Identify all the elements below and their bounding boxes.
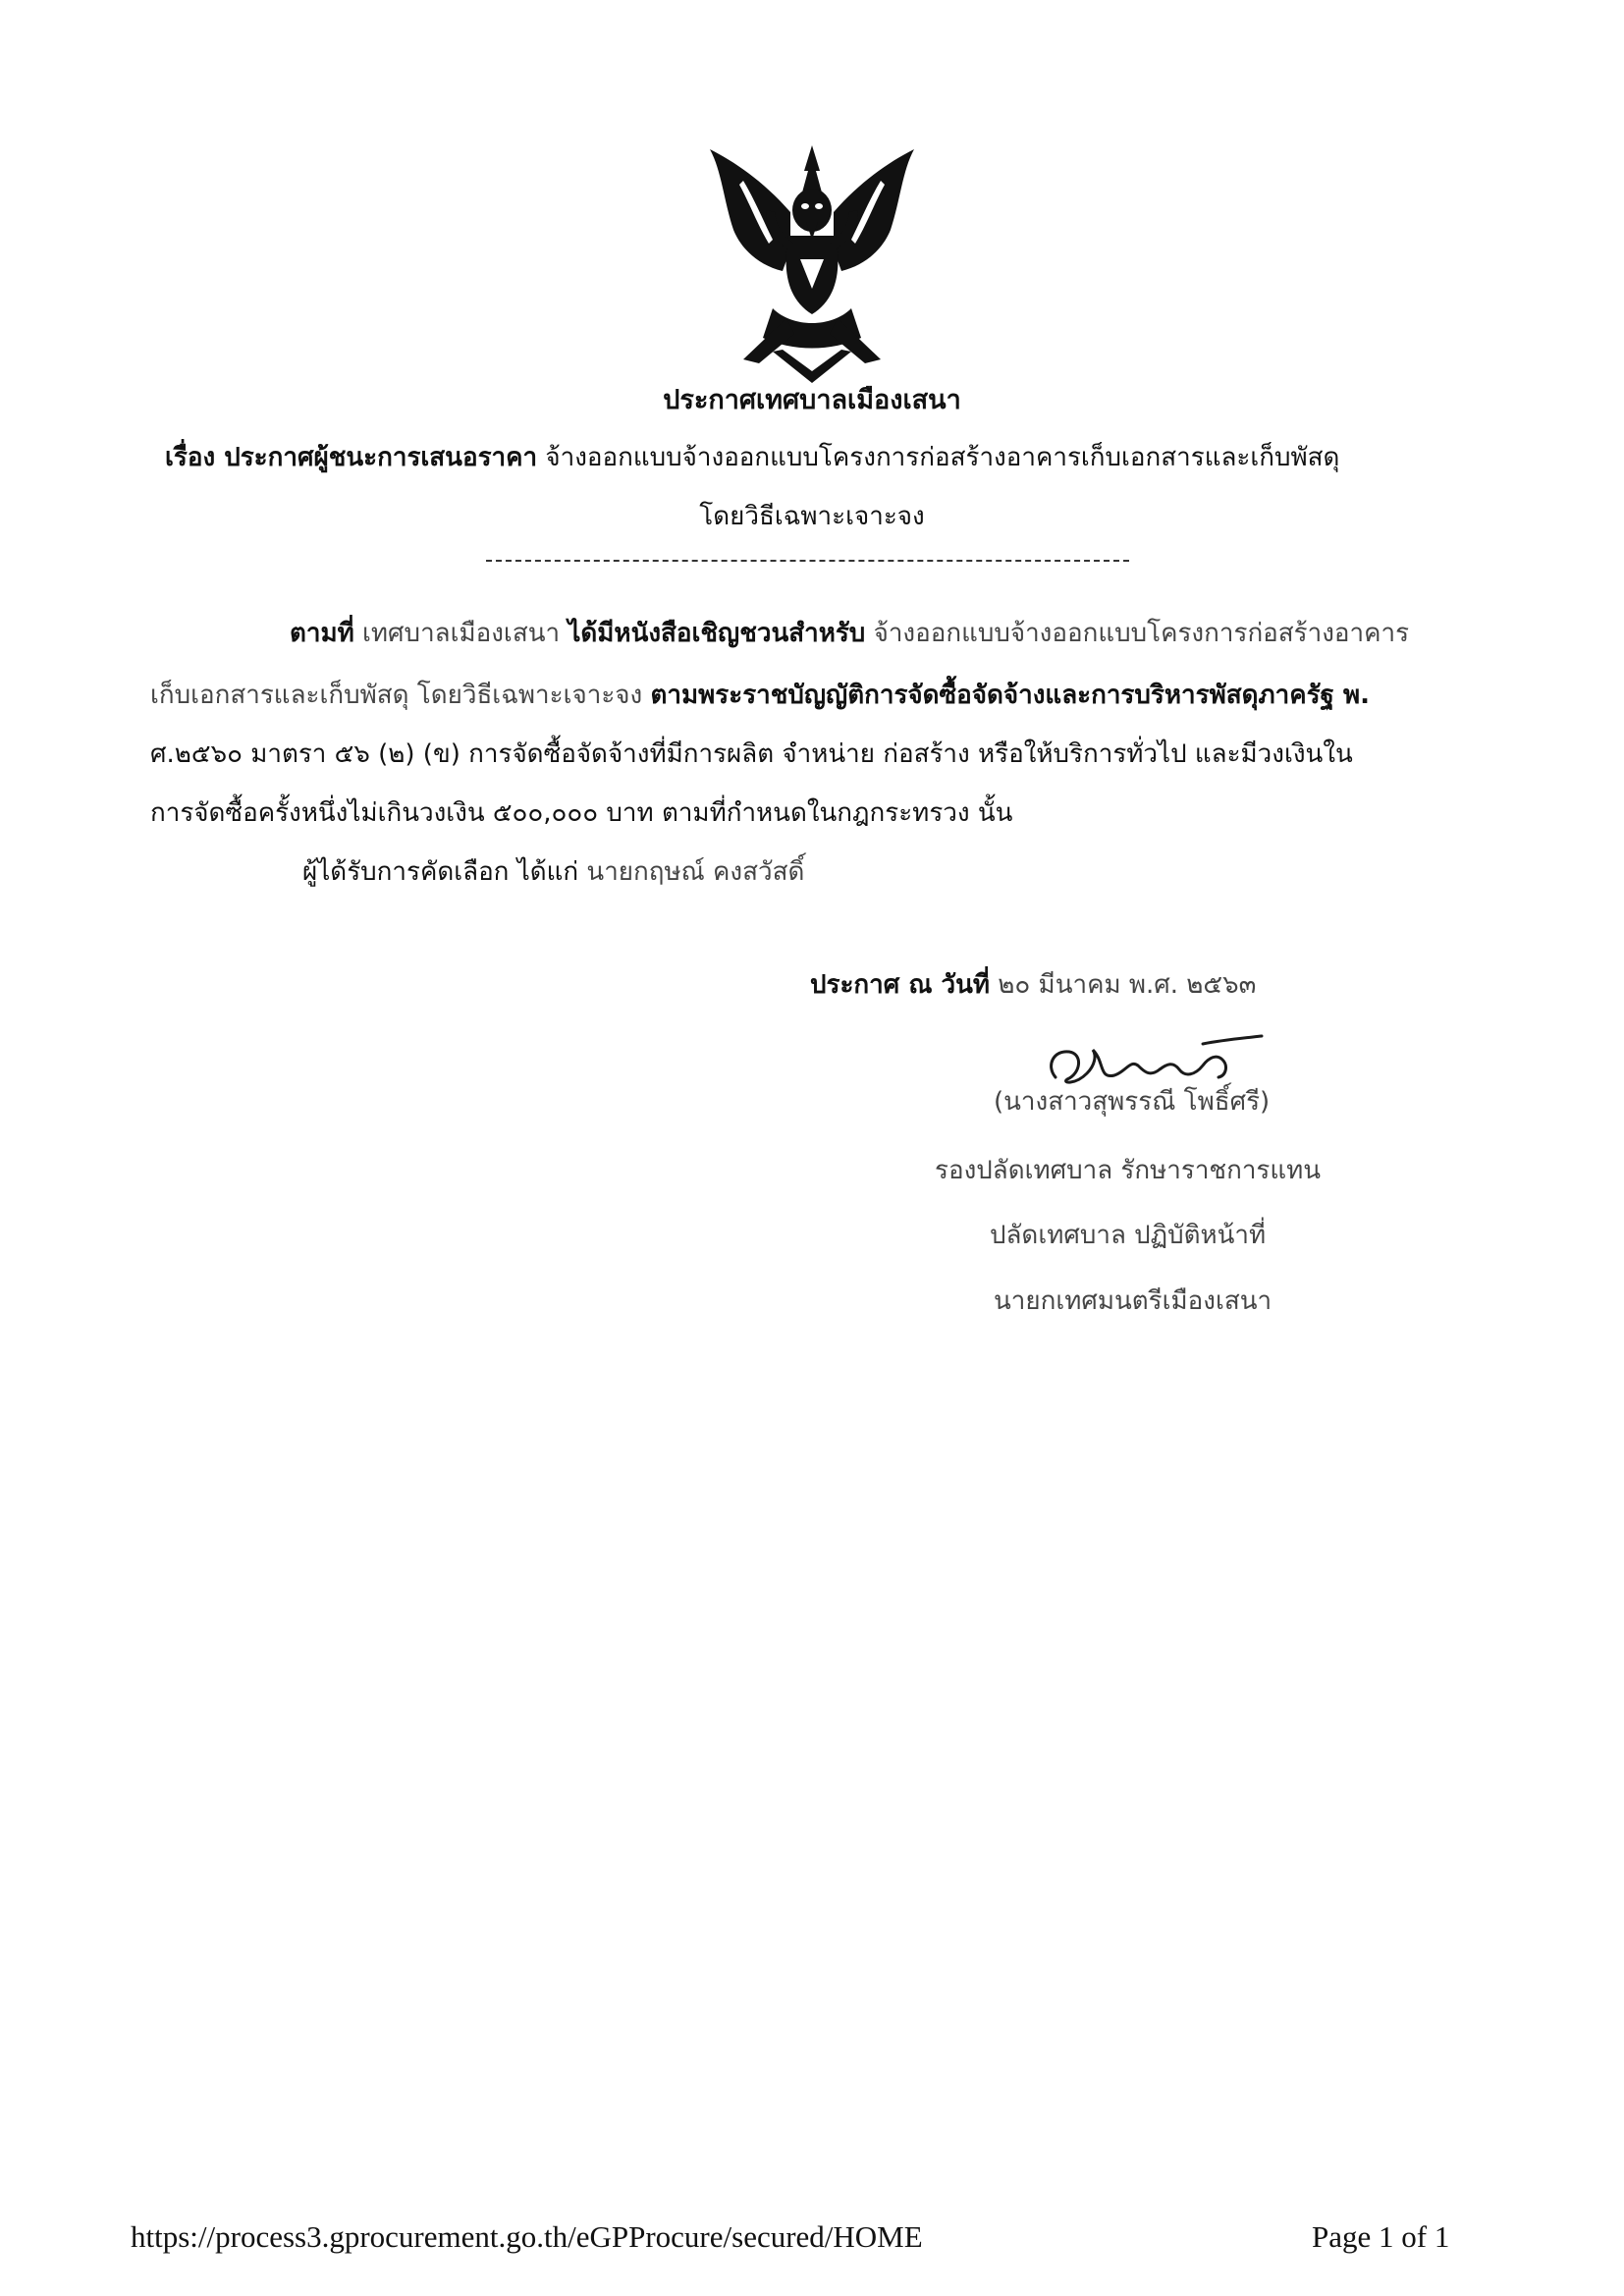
selected-vendor-line	[302, 852, 804, 892]
announce-date-line	[810, 965, 1256, 1005]
garuda-emblem-icon	[704, 141, 920, 387]
body-text: ได้มีหนังสือเชิญชวนสำหรับ	[568, 619, 866, 648]
body-text: เทศบาลเมืองเสนา	[362, 619, 561, 648]
dashed-divider	[486, 560, 1129, 562]
footer-page-number: Page 1 of 1	[1312, 2219, 1450, 2254]
signer-position-2: ปลัดเทศบาล ปฏิบัติหน้าที่	[990, 1221, 1267, 1250]
announce-label: ประกาศ ณ วันที่	[810, 970, 991, 1000]
body-text: ตามพระราชบัญญัติการจัดซื้อจัดจ้างและการบริหารพัสดุภาครัฐ พ.	[650, 681, 1370, 710]
body-line-1	[290, 614, 1409, 653]
signer-position-3: นายกเทศมนตรีเมืองเสนา	[994, 1286, 1272, 1316]
body-line-2	[150, 676, 1370, 715]
document-title: ประกาศเทศบาลเมืองเสนา	[663, 385, 961, 415]
signer-name: (นางสาวสุพรรณี โพธิ์ศรี)	[994, 1087, 1271, 1117]
body-line-4: การจัดซื้อครั้งหนึ่งไม่เกินวงเงิน ๕๐๐,๐๐๐ บาท ตามที่กำหนดในกฎกระทรวง นั้น	[150, 798, 1013, 828]
announce-date: ๒๐ มีนาคม พ.ศ. ๒๕๖๓	[998, 970, 1257, 1000]
body-text: เก็บเอกสารและเก็บพัสดุ โดยวิธีเฉพาะเจาะจง	[150, 681, 643, 710]
body-text: จ้างออกแบบจ้างออกแบบโครงการก่อสร้างอาคาร	[873, 619, 1410, 648]
subject-line	[165, 438, 1339, 477]
procurement-method: โดยวิธีเฉพาะเจาะจง	[699, 502, 925, 531]
selected-label: ผู้ได้รับการคัดเลือก ได้แก่	[302, 857, 579, 887]
subject-label: เรื่อง ประกาศผู้ชนะการเสนอราคา	[165, 443, 538, 472]
body-text: ตามที่	[290, 619, 354, 648]
subject-text: จ้างออกแบบจ้างออกแบบโครงการก่อสร้างอาคารเก็บเอกสารและเก็บพัสดุ	[545, 443, 1340, 472]
body-line-3: ศ.๒๕๖๐ มาตรา ๕๖ (๒) (ข) การจัดซื้อจัดจ้างที่มีการผลิต จำหน่าย ก่อสร้าง หรือให้บริการทั่วไป และมีวงเงินใน	[150, 739, 1353, 769]
selected-vendor-name: นายกฤษณ์ คงสวัสดิ์	[586, 857, 805, 887]
footer-url: https://process3.gprocurement.go.th/eGPProcure/secured/HOME	[131, 2219, 923, 2254]
signer-position-1: รองปลัดเทศบาล รักษาราชการแทน	[935, 1156, 1322, 1185]
